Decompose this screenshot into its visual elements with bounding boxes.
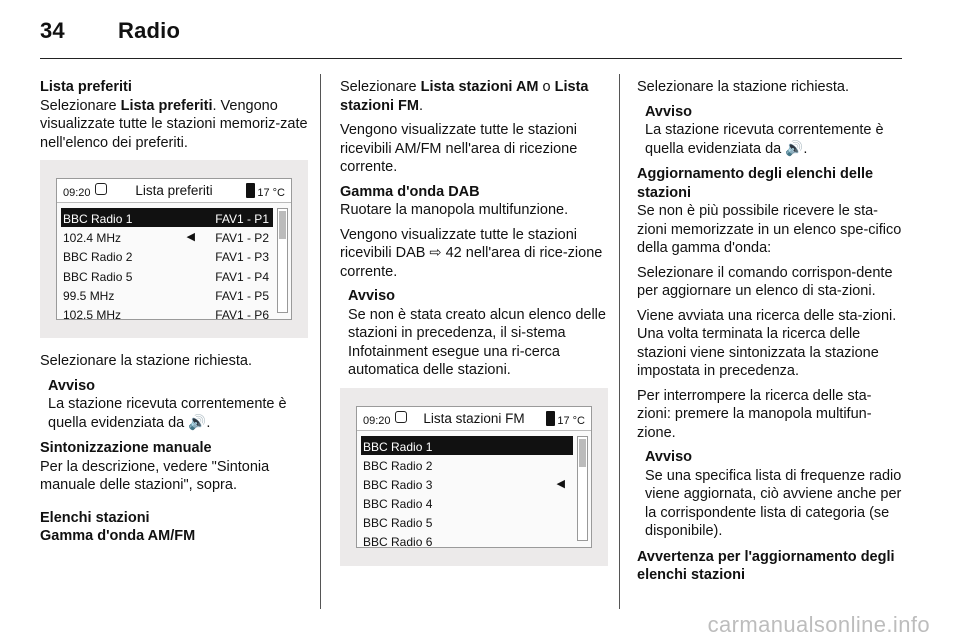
note-text: Se una specifica lista di frequenze radio viene aggiornata, ciò avviene anche per la corrispondente lista di categoria (se disponibile). — [645, 467, 902, 539]
scrollbar-thumb[interactable] — [579, 439, 586, 467]
page-chapter: Radio — [118, 18, 181, 43]
text: Selezionare — [40, 97, 121, 114]
list-item[interactable] — [361, 512, 573, 531]
station-preset: FAV1 - P4 — [215, 269, 269, 284]
paragraph: Vengono visualizzate tutte le stazioni ricevibili DAB ⇨ 42 nell'area di rice-zione corrente. — [340, 226, 603, 280]
text: o — [538, 79, 555, 95]
station-preset: FAV1 - P5 — [215, 288, 269, 303]
column-divider — [320, 74, 321, 609]
infotainment-screen — [56, 178, 292, 320]
station-name: BBC Radio 2 — [363, 458, 433, 473]
station-preset: FAV1 - P6 — [215, 307, 269, 320]
column-1 — [40, 78, 308, 546]
paragraph — [40, 97, 308, 153]
list-item[interactable] — [361, 436, 573, 455]
paragraph: Per interrompere la ricerca delle sta-zioni: premere la manopola multifun-zione. — [637, 387, 872, 441]
paragraph: Selezionare la stazione richiesta. — [40, 353, 252, 369]
list-item[interactable] — [61, 208, 273, 227]
column-2 — [340, 78, 608, 580]
station-name: BBC Radio 3 — [363, 477, 433, 492]
note-title: Avviso — [48, 377, 96, 394]
heading-sintonizzazione-manuale: Sintonizzazione manuale — [40, 440, 212, 456]
list-item[interactable] — [61, 246, 273, 265]
note-text: La stazione ricevuta correntemente è quella evidenziata da 🔊. — [645, 122, 884, 157]
text: . — [418, 97, 423, 114]
paragraph: Per la descrizione, vedere "Sintonia manuale delle stazioni", sopra. — [40, 458, 270, 493]
screen-status-bar — [357, 407, 591, 431]
scrollbar[interactable] — [577, 436, 588, 541]
page-number: 34 — [40, 18, 65, 43]
station-name: BBC Radio 5 — [363, 516, 433, 531]
station-list — [61, 208, 273, 320]
station-name: BBC Radio 1 — [363, 439, 433, 454]
text: . Vengono visualizzate tutte le stazioni memoriz-zate nell'elenco dei preferiti. — [40, 97, 308, 151]
note — [637, 448, 903, 541]
watermark: carmanualsonline.info — [707, 612, 930, 637]
paragraph: Selezionare il comando corrispon-dente per aggiornare un elenco di sta-zioni. — [637, 264, 893, 299]
screen-time: 09:20 — [63, 187, 91, 199]
list-item[interactable] — [61, 304, 273, 320]
station-name: 102.4 MHz — [63, 231, 122, 246]
station-preset: FAV1 - P2 — [215, 231, 269, 246]
station-name: BBC Radio 2 — [63, 250, 133, 265]
phone-icon — [546, 411, 555, 426]
list-item[interactable] — [361, 474, 573, 493]
text-bold: Lista preferiti — [120, 97, 213, 114]
paragraph — [340, 78, 608, 115]
scrollbar[interactable] — [277, 208, 288, 313]
screen-status-bar — [57, 179, 291, 203]
paragraph: Ruotare la manopola multifunzione. — [340, 202, 569, 218]
text: Selezionare — [340, 79, 421, 95]
station-preset: FAV1 - P3 — [215, 250, 269, 265]
screen-temperature: 17 °C — [257, 187, 285, 199]
scrollbar-thumb[interactable] — [279, 211, 286, 239]
station-name: BBC Radio 4 — [363, 497, 433, 512]
screenshot-lista-preferiti — [40, 160, 308, 338]
station-name: 102.5 MHz — [63, 307, 122, 320]
screen-title: Lista stazioni FM — [423, 410, 525, 426]
heading-gamma-am-fm: Gamma d'onda AM/FM — [40, 528, 196, 544]
screen-temperature: 17 °C — [557, 414, 585, 427]
note-text: Se non è stata creato alcun elenco delle stazioni in precedenza, il si-stema Infotainment esegue una ri-cerca automatica delle stazioni. — [348, 306, 606, 378]
heading-elenchi-stazioni: Elenchi stazioni — [40, 509, 150, 526]
list-item[interactable] — [361, 493, 573, 512]
note — [637, 103, 903, 159]
paragraph: Selezionare la stazione richiesta. — [637, 79, 849, 95]
note-text: La stazione ricevuta correntemente è quella evidenziata da 🔊. — [48, 396, 287, 431]
station-preset: FAV1 - P1 — [215, 212, 269, 226]
station-name: 99.5 MHz — [63, 288, 115, 303]
header-rule — [40, 58, 902, 59]
paragraph: Vengono visualizzate tutte le stazioni ricevibili AM/FM nell'area di ricezione corrente. — [340, 122, 578, 175]
heading-lista-preferiti: Lista preferiti — [40, 79, 132, 95]
text-bold: Lista stazioni AM — [420, 79, 539, 95]
heading-avvertenza: Avvertenza per l'aggiornamento degli elenchi stazioni — [637, 548, 895, 583]
speaker-icon: ◀ — [556, 477, 565, 490]
phone-icon — [246, 183, 255, 198]
speaker-icon: ◀ — [186, 231, 195, 244]
note-title: Avviso — [348, 288, 396, 304]
list-item[interactable] — [361, 455, 573, 474]
note — [40, 377, 308, 433]
heading-aggiornamento: Aggiornamento degli elenchi delle stazioni — [637, 166, 874, 201]
list-item[interactable] — [61, 227, 273, 246]
paragraph: Se non è più possibile ricevere le sta-zioni memorizzate in un elenco spe-cifico della gamma d'onda: — [637, 203, 902, 256]
station-name: BBC Radio 1 — [63, 212, 133, 226]
heading-gamma-dab: Gamma d'onda DAB — [340, 183, 480, 200]
infotainment-screen — [356, 406, 592, 548]
screen-title: Lista preferiti — [135, 183, 213, 198]
station-list — [361, 436, 573, 548]
note-title: Avviso — [645, 103, 693, 120]
station-name: BBC Radio 5 — [63, 269, 133, 284]
screen-time: 09:20 — [363, 414, 391, 427]
list-item[interactable] — [61, 285, 273, 304]
screenshot-lista-stazioni-fm — [340, 388, 608, 566]
column-3 — [637, 78, 903, 585]
list-item[interactable] — [361, 531, 573, 547]
paragraph: Viene avviata una ricerca delle sta-zioni. Una volta terminata la ricerca delle stazioni viene sintonizzata la stazione impostata in precedenza. — [637, 307, 897, 379]
text-bold: Lista stazioni FM — [340, 79, 589, 114]
list-item[interactable] — [61, 266, 273, 285]
column-divider — [619, 74, 620, 609]
note — [340, 287, 608, 380]
station-name: BBC Radio 6 — [363, 535, 433, 548]
note-title: Avviso — [645, 449, 693, 465]
